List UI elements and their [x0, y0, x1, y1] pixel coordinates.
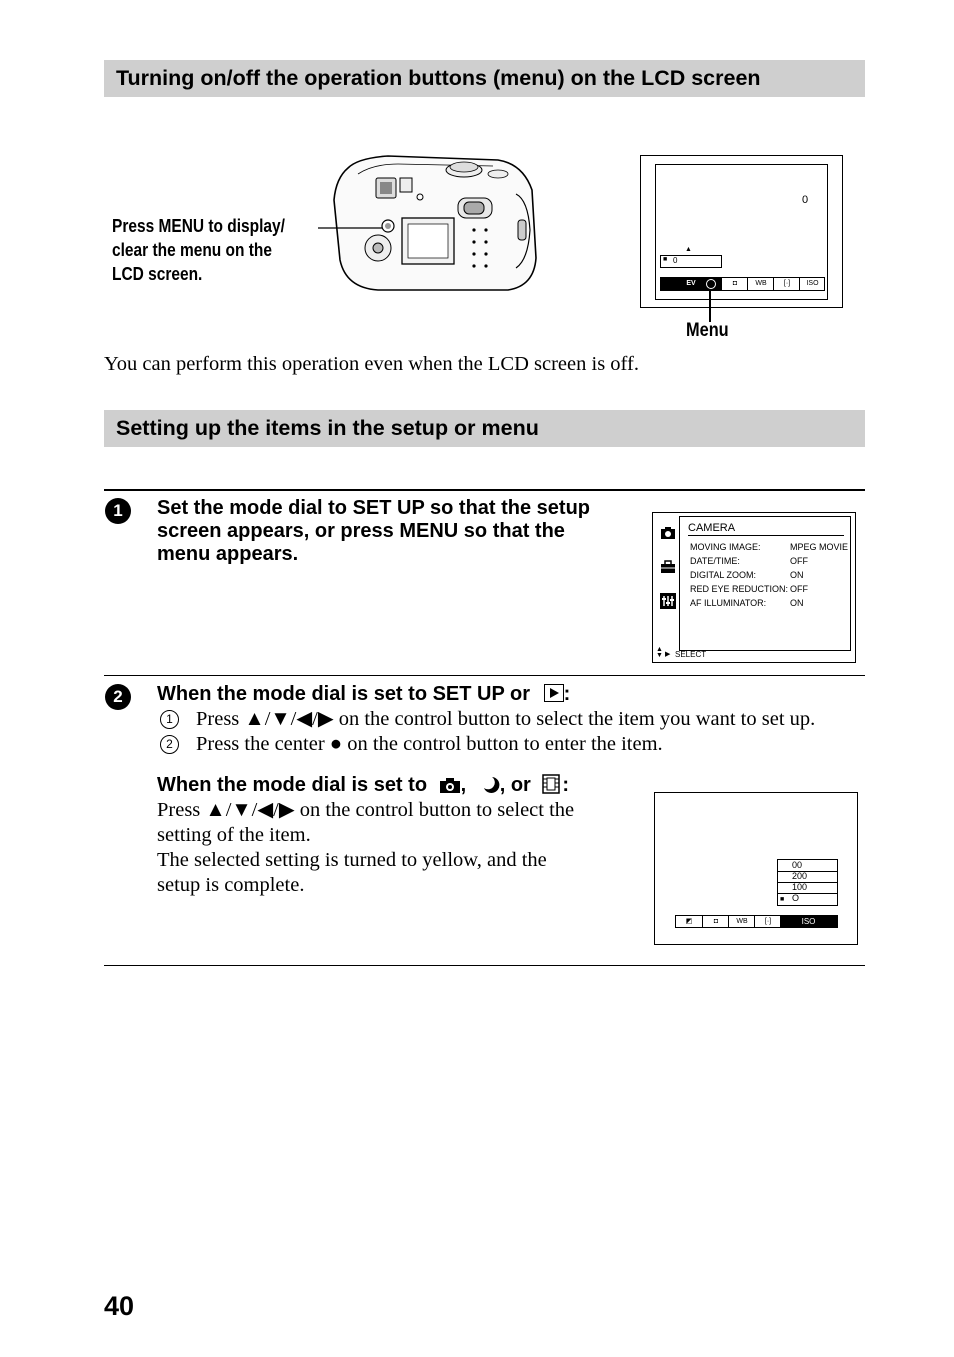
callout-line-3: LCD screen. — [112, 264, 203, 284]
tab-metering — [773, 278, 800, 290]
menu-pointer-dot — [706, 279, 716, 289]
select-arrows-icon: ▲ ▼ — [656, 646, 663, 659]
iso-option: 00 — [792, 860, 803, 870]
substep-2-number: 2 — [160, 735, 179, 754]
tab-iso: ISO — [799, 278, 825, 290]
step2-mode-body — [157, 798, 627, 898]
setup-row-value: ON — [790, 598, 804, 608]
setup-row-value: OFF — [790, 584, 808, 594]
focus-icon: ◘ — [713, 918, 719, 925]
setup-icon-column — [657, 517, 679, 653]
callout-line-1: Press MENU to display/ — [112, 216, 285, 236]
camera-tab-icon — [660, 525, 676, 541]
step1-number: 1 — [105, 498, 131, 524]
tab-focus — [702, 916, 729, 927]
up-arrow-icon: ▲ — [685, 246, 692, 253]
iso-option-divider — [778, 871, 837, 872]
substep-1-text: Press ▲/▼/◀/▶ on the control button to select the item you want to set up. — [196, 708, 816, 730]
page-number: 40 — [104, 1291, 135, 1321]
tab-wb: WB — [728, 916, 755, 927]
step2-heading-mode-text: When the mode dial is set to — [157, 774, 428, 796]
step-divider-rule — [104, 675, 865, 676]
iso-option: 100 — [792, 882, 808, 892]
substep-2-text: Press the center ● on the control button to enter the item. — [196, 733, 663, 755]
section1-note: You can perform this operation even when the LCD screen is off. — [104, 353, 639, 375]
iso-options-list — [777, 859, 838, 906]
section-heading-text: Setting up the items in the setup or menu — [116, 416, 539, 440]
metering-icon: [·] — [783, 280, 791, 287]
section-heading-menu-toggle — [104, 60, 865, 97]
step2-bottom-rule — [104, 965, 865, 966]
lcd-menu-screen — [640, 155, 843, 308]
tab-focus — [721, 278, 748, 290]
setup-tab-icon — [660, 593, 676, 609]
night-mode-icon — [482, 776, 500, 800]
setup-title-underline — [688, 535, 844, 536]
tab-ev: EV — [661, 278, 721, 290]
step2-number: 2 — [105, 684, 131, 710]
setup-row-label: DIGITAL ZOOM: — [690, 570, 757, 580]
select-hint: SELECT — [675, 650, 707, 659]
step1-top-rule — [104, 489, 865, 491]
select-right-arrow-icon: ▶ — [665, 651, 671, 658]
iso-option-divider — [778, 882, 837, 883]
step1-text: Set the mode dial to SET UP so that the setup screen appears, or press MENU so that the menu appears. — [157, 497, 591, 565]
mode-body-line-4: setup is complete. — [157, 874, 305, 896]
camera-mode-icon — [439, 776, 461, 800]
lcd-counter: 0 — [802, 194, 809, 206]
step2-heading-setup: When the mode dial is set to SET UP or : — [157, 683, 571, 705]
step2-heading-text: When the mode dial is set to SET UP or — [157, 683, 531, 705]
iso-option: 200 — [792, 871, 808, 881]
lcd-iso-tab-bar — [675, 915, 838, 928]
lcd-menu-caption: Menu — [686, 320, 729, 341]
setup-title: CAMERA — [688, 522, 736, 534]
lcd-setup-screen — [652, 512, 856, 663]
substep-1-number: 1 — [160, 710, 179, 729]
setup-row-label: DATE/TIME: — [690, 556, 740, 566]
tab-iso-selected: ISO — [780, 916, 837, 927]
step2-substep-1 — [160, 707, 815, 732]
setup-row-label: RED EYE REDUCTION: — [690, 584, 789, 594]
toolbox-tab-icon — [660, 559, 676, 575]
metering-icon: [·] — [764, 918, 772, 925]
section-heading-setup — [104, 410, 865, 447]
tab-wb: WB — [747, 278, 774, 290]
ev-indicator-icon: ■ — [663, 256, 668, 263]
mode-body-line-3: The selected setting is turned to yellow, and the — [157, 849, 547, 871]
setup-row-label: AF ILLUMINATOR: — [690, 598, 767, 608]
iso-option-divider — [778, 893, 837, 894]
camera-illustration — [318, 150, 543, 298]
lcd-iso-screen — [654, 792, 858, 945]
setup-row-value: OFF — [790, 556, 808, 566]
lcd-tab-bar — [660, 277, 825, 291]
setup-row-value: ON — [790, 570, 804, 580]
tab-metering — [754, 916, 781, 927]
callout-line-2: clear the menu on the — [112, 240, 273, 260]
mode-body-line-1: Press ▲/▼/◀/▶ on the control button to select the — [157, 799, 575, 821]
tab-ev-icon: ◩ — [685, 918, 693, 925]
iso-option: O — [792, 893, 800, 903]
ev-value: 0 — [673, 256, 678, 265]
movie-mode-icon — [540, 774, 562, 800]
focus-icon: ◘ — [732, 280, 738, 287]
menu-callout-text — [112, 214, 318, 286]
iso-selected-marker-icon: ■ — [780, 896, 785, 903]
section-heading-text: Turning on/off the operation buttons (menu) on the LCD screen — [116, 66, 761, 90]
mode-body-line-2: setting of the item. — [157, 824, 311, 846]
step2-heading-mode: When the mode dial is set to , , or : — [157, 774, 569, 800]
ev-slider — [660, 255, 722, 268]
setup-row-label: MOVING IMAGE: — [690, 542, 761, 552]
playback-icon — [544, 684, 564, 702]
step2-substep-2 — [160, 732, 663, 757]
setup-row-value: MPEG MOVIE — [790, 542, 849, 552]
setup-list-panel — [679, 516, 851, 651]
